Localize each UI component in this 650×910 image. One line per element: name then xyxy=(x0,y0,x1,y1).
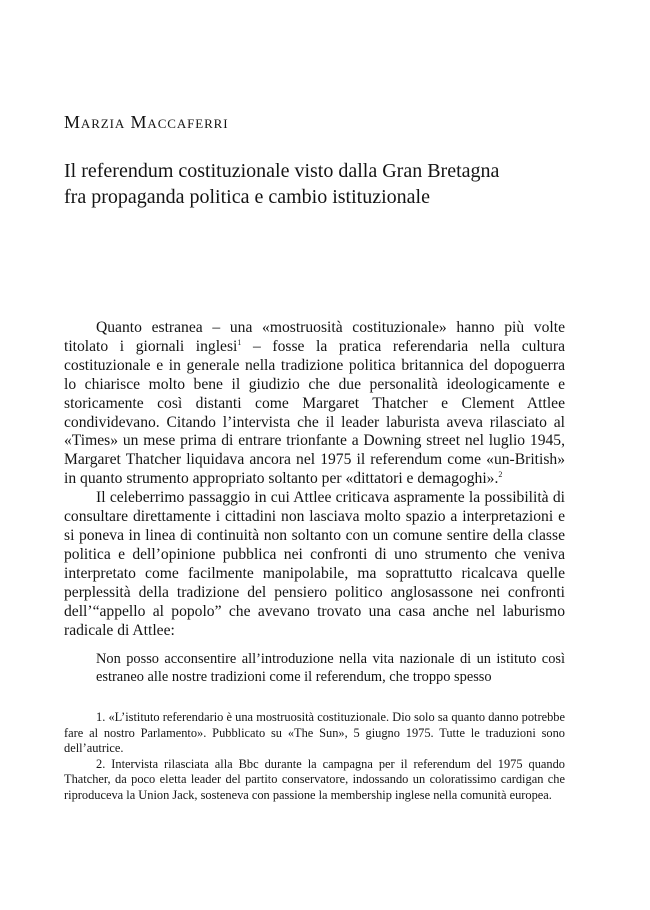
paragraph-1-part-a: Quanto estranea – una «mostruosità costituzionale» hanno più volte titolato i giornali inglesi xyxy=(64,319,565,355)
chapter-title xyxy=(64,158,564,210)
body-text xyxy=(64,319,565,640)
chapter-title-line-1: Il referendum costituzionale visto dalla Gran Bretagna xyxy=(64,160,500,182)
footnote-1: 1. «L’istituto referendario è una mostruosità costituzionale. Dio solo sa quanto danno potrebbe fare al nostro Parlamento». Pubblicato su «The Sun», 5 giugno 1975. Tutte le traduzioni sono dell’autrice. xyxy=(64,710,565,756)
author-name: Marzia Maccaferri xyxy=(64,112,229,132)
block-quote: Non posso acconsentire all’introduzione nella vita nazionale di un istituto così estraneo alle nostre tradizioni come il referendum, che troppo spesso xyxy=(96,651,565,685)
paragraph-2: Il celeberrimo passaggio in cui Attlee criticava aspramente la possibilità di consultare direttamente i cittadini non lasciava molto spazio a interpretazioni e si poneva in linea di continuità non soltanto con un comune sentire della classe politica e dell’opinione pubblica nei confronti di uno strumento che veniva interpretato come facilmente manipolabile, ma soprattutto ricalcava quelle perplessità della tradizione del pensiero politico anglosassone nei confronti dell’“appello al popolo” che avevano trovato una casa anche nel laburismo radicale di Attlee: xyxy=(64,489,565,639)
paragraph-1-part-b: – fosse la pratica referendaria nella cultura costituzionale e in generale nella tradizione politica britannica del dopoguerra lo chiarisce molto bene il giudizio che due personalità ideologicamente e storicamente così distanti come Margaret Thatcher e Clement Attlee condividevano. Citando l’intervista che il leader laburista aveva rilasciato al «Times» un mese prima di entrare trionfante a Downing street nel luglio 1945, Margaret Thatcher liquidava ancora nel 1975 il referendum come «un-British» in quanto strumento appropriato soltanto per «dittatori e demagoghi». xyxy=(64,337,565,488)
chapter-title-line-2: fra propaganda politica e cambio istituzionale xyxy=(64,186,430,208)
footnote-ref-2: 2 xyxy=(498,470,503,480)
footnotes xyxy=(64,710,565,804)
footnote-ref-1: 1 xyxy=(237,337,242,347)
footnote-2: 2. Intervista rilasciata alla Bbc durante la campagna per il referendum del 1975 quando Thatcher, da poco eletta leader del partito conservatore, indossando un coloratissimo cardigan che riproduceva la Union Jack, sosteneva con passione la membership inglese nella comunità europea. xyxy=(64,756,565,802)
paragraph-1 xyxy=(64,319,565,489)
